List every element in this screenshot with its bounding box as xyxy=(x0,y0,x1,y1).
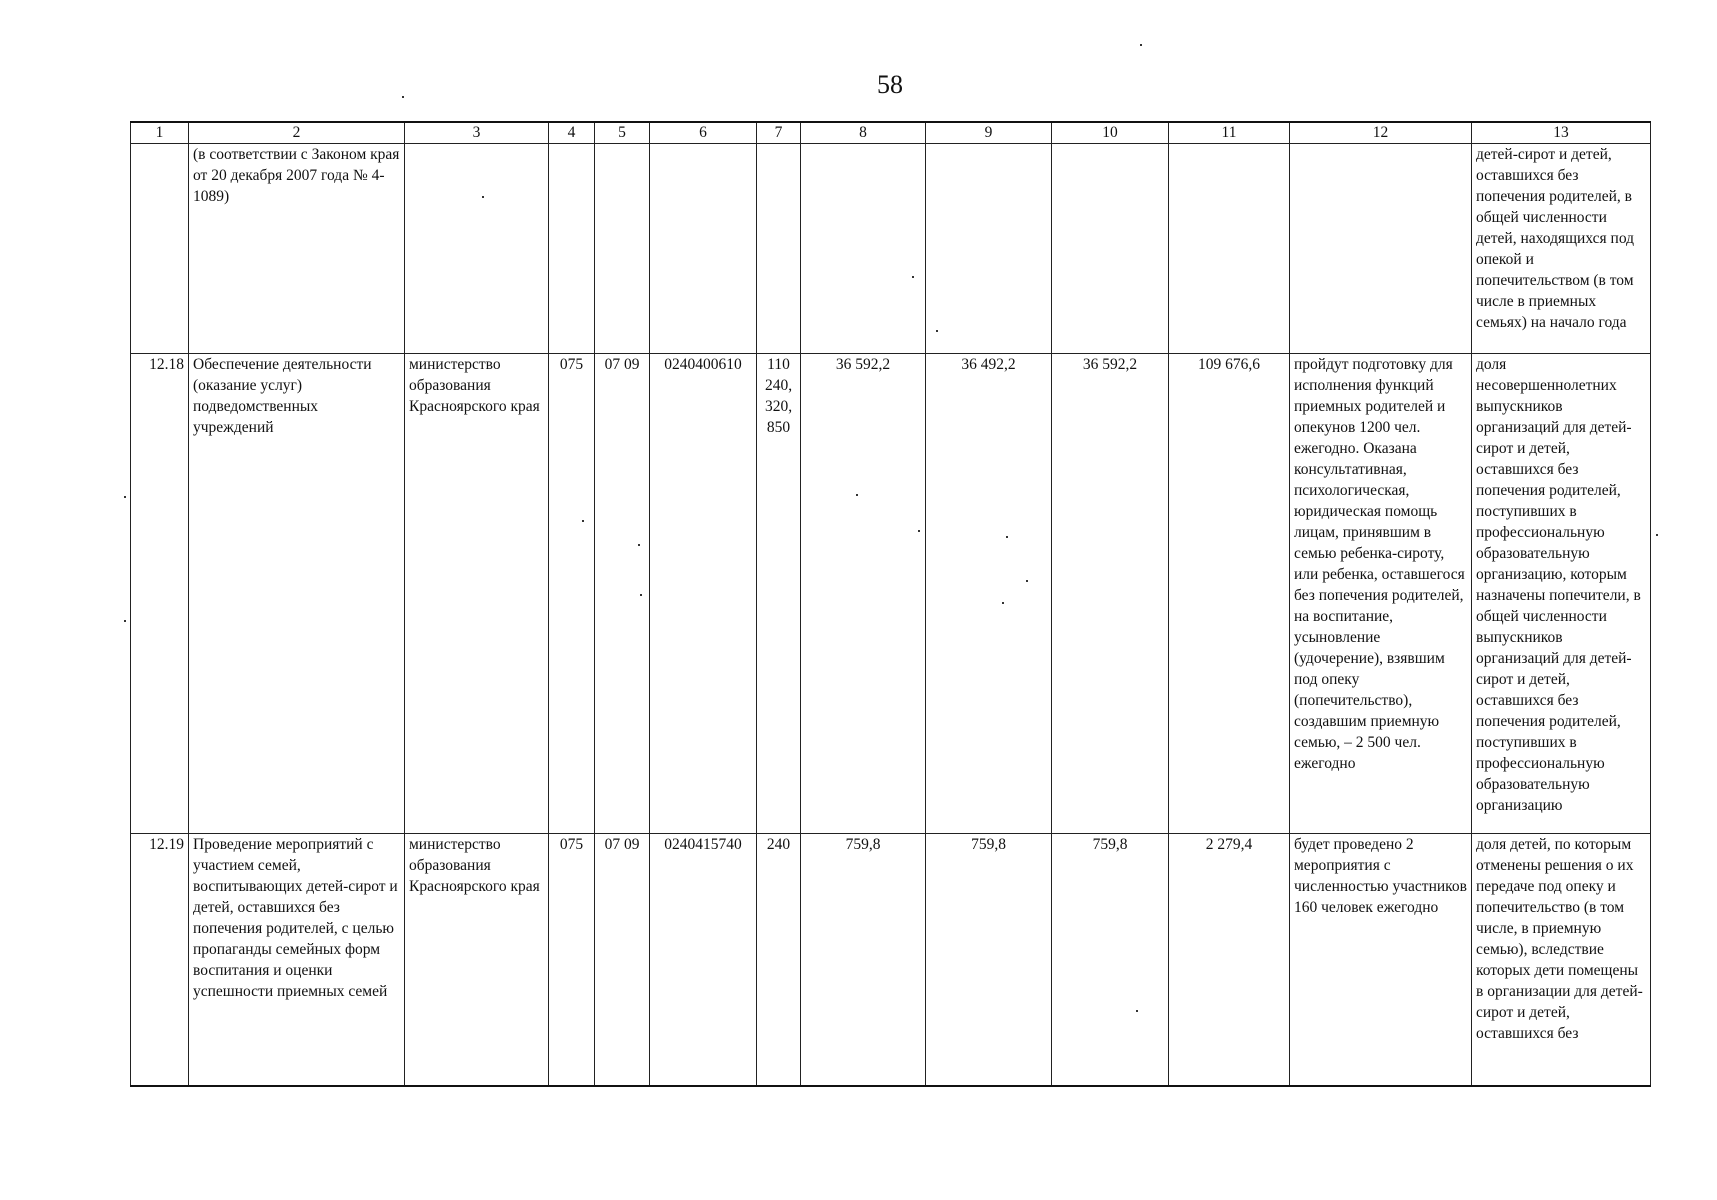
year1-cell: 36 592,2 xyxy=(801,354,926,834)
column-header: 4 xyxy=(549,122,595,144)
scan-speck xyxy=(582,520,584,522)
column-header: 3 xyxy=(405,122,549,144)
table-row xyxy=(131,354,1651,834)
grbs-cell: 075 xyxy=(549,354,595,834)
year2-cell: 759,8 xyxy=(926,834,1052,1087)
scan-speck xyxy=(856,494,858,496)
year1-cell: 759,8 xyxy=(801,834,926,1087)
total-cell: 109 676,6 xyxy=(1169,354,1290,834)
column-header: 5 xyxy=(595,122,650,144)
csr-cell: 0240415740 xyxy=(650,834,757,1087)
scan-speck xyxy=(1026,580,1028,582)
column-header: 13 xyxy=(1472,122,1651,144)
scan-speck xyxy=(124,496,126,498)
row-number: 12.18 xyxy=(131,354,189,834)
csr-cell xyxy=(650,144,757,354)
column-header: 1 xyxy=(131,122,189,144)
row-number: 12.19 xyxy=(131,834,189,1087)
year2-cell: 36 492,2 xyxy=(926,354,1052,834)
page-number: 58 xyxy=(877,70,903,99)
column-header: 6 xyxy=(650,122,757,144)
executor-cell: министерство образования Красноярского края xyxy=(405,834,549,1087)
total-cell xyxy=(1169,144,1290,354)
vr-cell: 240 xyxy=(757,834,801,1087)
rzpr-cell xyxy=(595,144,650,354)
scan-speck xyxy=(124,620,126,622)
column-header: 12 xyxy=(1290,122,1472,144)
program-table xyxy=(130,121,1651,1087)
scan-speck xyxy=(912,276,914,278)
column-header: 11 xyxy=(1169,122,1290,144)
column-header: 8 xyxy=(801,122,926,144)
result-cell: будет проведено 2 мероприятия с численностью участников 160 человек ежегодно xyxy=(1290,834,1472,1087)
grbs-cell xyxy=(549,144,595,354)
scan-speck xyxy=(918,530,920,532)
scan-speck xyxy=(482,196,484,198)
total-cell: 2 279,4 xyxy=(1169,834,1290,1087)
indicator-cell: доля несовершеннолетних выпускников организаций для детей-сирот и детей, оставшихся без попечения родителей, поступивших в профессиональную образовательную организацию, которым назначены попечители, в общей численности выпускников организаций для детей-сирот и детей, оставшихся без попечения родителей, поступивших в профессиональную образовательную организацию xyxy=(1472,354,1651,834)
row-number xyxy=(131,144,189,354)
executor-cell: министерство образования Красноярского края xyxy=(405,354,549,834)
year3-cell xyxy=(1052,144,1169,354)
year1-cell xyxy=(801,144,926,354)
vr-cell: 110 240, 320, 850 xyxy=(757,354,801,834)
scan-speck xyxy=(1136,1010,1138,1012)
indicator-cell: детей-сирот и детей, оставшихся без попечения родителей, в общей численности детей, находящихся под опекой и попечительством (в том числе в приемных семьях) на начало года xyxy=(1472,144,1651,354)
result-cell xyxy=(1290,144,1472,354)
column-header: 7 xyxy=(757,122,801,144)
rzpr-cell: 07 09 xyxy=(595,354,650,834)
rzpr-cell: 07 09 xyxy=(595,834,650,1087)
year3-cell: 759,8 xyxy=(1052,834,1169,1087)
scan-speck xyxy=(936,330,938,332)
table-row xyxy=(131,834,1651,1087)
event-name-cell: Обеспечение деятельности (оказание услуг) подведомственных учреждений xyxy=(189,354,405,834)
table-row xyxy=(131,144,1651,354)
scan-speck xyxy=(638,544,640,546)
year2-cell xyxy=(926,144,1052,354)
indicator-cell: доля детей, по которым отменены решения о их передаче под опеку и попечительство (в том числе, в приемную семью), вследствие которых дети помещены в организации для детей-сирот и детей, оставшихся без xyxy=(1472,834,1651,1087)
column-header: 10 xyxy=(1052,122,1169,144)
scan-speck xyxy=(640,594,642,596)
column-header: 9 xyxy=(926,122,1052,144)
scan-speck xyxy=(1656,534,1658,536)
column-header: 2 xyxy=(189,122,405,144)
event-name-cell: Проведение мероприятий с участием семей, воспитывающих детей-сирот и детей, оставшихся без попечения родителей, с целью пропаганды семейных форм воспитания и оценки успешности приемных семей xyxy=(189,834,405,1087)
grbs-cell: 075 xyxy=(549,834,595,1087)
scan-speck xyxy=(1006,536,1008,538)
header-row xyxy=(131,122,1651,144)
executor-cell xyxy=(405,144,549,354)
year3-cell: 36 592,2 xyxy=(1052,354,1169,834)
csr-cell: 0240400610 xyxy=(650,354,757,834)
scan-speck xyxy=(402,96,404,98)
vr-cell xyxy=(757,144,801,354)
scan-speck xyxy=(1140,44,1142,46)
event-name-cell: (в соответствии с Законом края от 20 декабря 2007 года № 4-1089) xyxy=(189,144,405,354)
result-cell: пройдут подготовку для исполнения функций приемных родителей и опекунов 1200 чел. ежегодно. Оказана консультативная, психологическая, юридическая помощь лицам, принявшим в семью ребенка-сироту, или ребенка, оставшегося без попечения родителей, на воспитание, усыновление (удочерение), взявшим под опеку (попечительство), создавшим приемную семью, – 2 500 чел. ежегодно xyxy=(1290,354,1472,834)
scan-speck xyxy=(1002,602,1004,604)
